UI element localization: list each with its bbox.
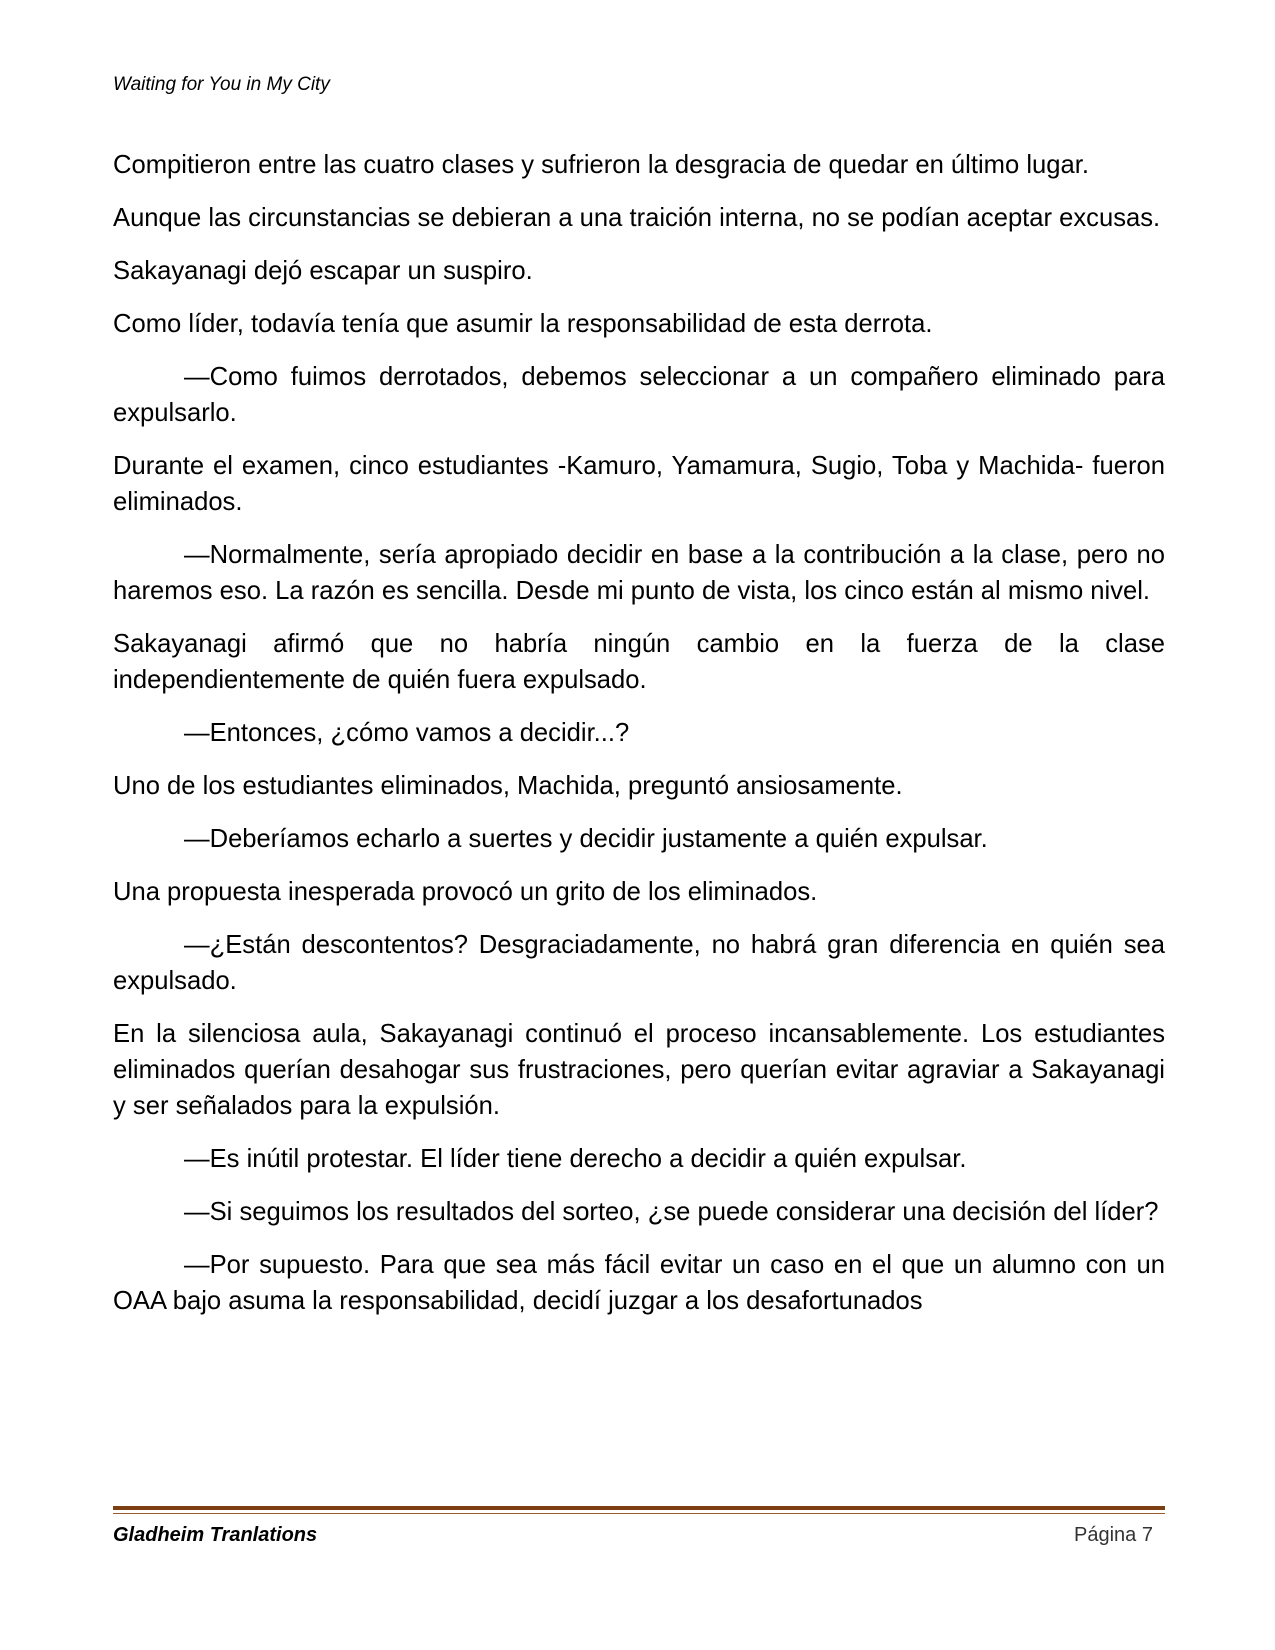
paragraph-8: Sakayanagi afirmó que no habría ningún cambio en la fuerza de la clase independientemente de quién fuera expulsado. (113, 630, 1165, 694)
paragraph-12: Una propuesta inesperada provocó un grito de los eliminados. (113, 878, 818, 906)
running-header: Waiting for You in My City (113, 74, 330, 95)
paragraph-3: Sakayanagi dejó escapar un suspiro. (113, 257, 533, 285)
paragraph-5: —Como fuimos derrotados, debemos seleccionar a un compañero eliminado para expulsarlo. (113, 363, 1165, 427)
paragraph-6: Durante el examen, cinco estudiantes -Kamuro, Yamamura, Sugio, Toba y Machida- fueron eliminados. (113, 452, 1165, 516)
paragraph-10: Uno de los estudiantes eliminados, Machida, preguntó ansiosamente. (113, 772, 903, 800)
paragraph-11: —Deberíamos echarlo a suertes y decidir justamente a quién expulsar. (184, 825, 988, 853)
paragraph-7: —Normalmente, sería apropiado decidir en base a la contribución a la clase, pero no haremos eso. La razón es sencilla. Desde mi punto de vista, los cinco están al mismo nivel. (113, 541, 1165, 605)
page-number: Página 7 (1074, 1524, 1153, 1546)
paragraph-14: En la silenciosa aula, Sakayanagi continuó el proceso incansablemente. Los estudiantes eliminados querían desahogar sus frustraciones, pero querían evitar agraviar a Sakayanagi y ser señalados para la expulsión. (113, 1020, 1165, 1120)
paragraph-15: —Es inútil protestar. El líder tiene derecho a decidir a quién expulsar. (184, 1145, 967, 1173)
paragraph-13: —¿Están descontentos? Desgraciadamente, no habrá gran diferencia en quién sea expulsado. (113, 931, 1165, 995)
paragraph-4: Como líder, todavía tenía que asumir la responsabilidad de esta derrota. (113, 310, 933, 338)
footer-divider (113, 1506, 1165, 1510)
paragraph-17: —Por supuesto. Para que sea más fácil evitar un caso en el que un alumno con un OAA bajo asuma la responsabilidad, decidí juzgar a los desafortunados (113, 1251, 1165, 1315)
body-text (113, 147, 1165, 1336)
footer-divider-thin (113, 1513, 1165, 1514)
footer-publisher: Gladheim Tranlations (113, 1524, 318, 1546)
paragraph-9: —Entonces, ¿cómo vamos a decidir...? (184, 719, 630, 747)
paragraph-16: —Si seguimos los resultados del sorteo, ¿se puede considerar una decisión del líder? (184, 1198, 1159, 1226)
paragraph-2: Aunque las circunstancias se debieran a una traición interna, no se podían aceptar excusas. (113, 204, 1161, 232)
paragraph-1: Compitieron entre las cuatro clases y sufrieron la desgracia de quedar en último lugar. (113, 151, 1089, 179)
